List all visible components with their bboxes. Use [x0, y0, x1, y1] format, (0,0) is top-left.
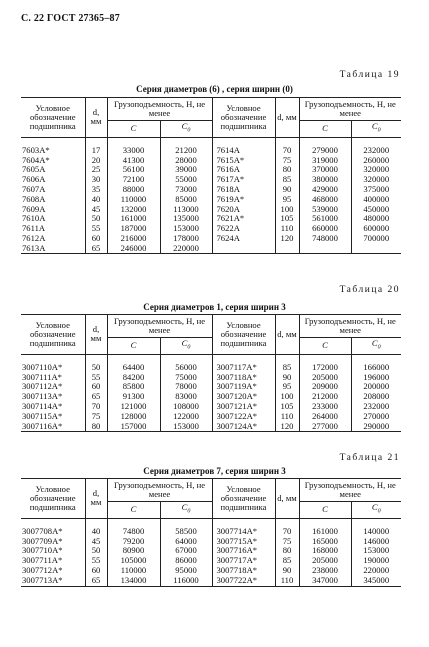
c0-cell: 135000	[160, 214, 212, 224]
designation-cell: 7615А*	[212, 156, 275, 166]
d-cell: 40	[85, 195, 107, 205]
designation-cell: 7614А	[212, 146, 275, 156]
c-cell: 205000	[299, 373, 351, 383]
designation-cell: 7610А	[22, 213, 46, 224]
c0-cell: 55000	[160, 175, 212, 185]
designation-cell: 3007709А*	[22, 535, 63, 546]
d-cell: 105	[275, 214, 299, 224]
c0-cell: 200000	[351, 382, 401, 392]
page-header: С. 22 ГОСТ 27365–87	[21, 13, 120, 24]
c-cell: 161000	[299, 527, 351, 537]
c-cell: 72100	[107, 175, 160, 185]
d-cell: 60	[85, 566, 107, 576]
designation-cell: 3007119А*	[212, 382, 275, 392]
d-cell: 80	[275, 165, 299, 175]
designation-cell: 7621А*	[212, 214, 275, 224]
table-20-body	[21, 354, 401, 432]
designation-header: Условное обозначение подшипника	[212, 479, 275, 519]
c-cell: 64400	[107, 363, 160, 373]
d-cell: 95	[275, 382, 299, 392]
c-header: C	[299, 121, 351, 138]
c-cell: 264000	[299, 412, 351, 422]
designation-header: Условное обозначение подшипника	[21, 98, 85, 138]
designation-cell: 3007115А*	[22, 410, 63, 421]
d-cell: 35	[85, 185, 107, 195]
c0-cell: 190000	[351, 556, 401, 566]
c0-cell: 450000	[351, 205, 401, 215]
c-cell: 748000	[299, 234, 351, 244]
d-header: d, мм	[85, 315, 107, 355]
c0-header: $C_0$	[160, 502, 212, 519]
d-cell: 25	[85, 165, 107, 175]
d-cell: 65	[85, 576, 107, 586]
d-cell: 50	[85, 546, 107, 556]
table-row	[21, 214, 401, 224]
d-cell: 90	[275, 373, 299, 383]
table-row	[21, 392, 401, 402]
designation-cell: 7618А	[212, 185, 275, 195]
table-row	[21, 156, 401, 166]
c0-cell: 78000	[160, 382, 212, 392]
c0-cell: 64000	[160, 537, 212, 547]
designation-cell: 7606А	[22, 174, 46, 185]
c-cell: 110000	[107, 195, 160, 205]
designation-cell: 7622А	[212, 224, 275, 234]
d-cell: 75	[275, 156, 299, 166]
c0-cell: 320000	[351, 175, 401, 185]
d-cell: 70	[275, 527, 299, 537]
c0-header: $C_0$	[351, 338, 401, 355]
table-21-body	[21, 518, 401, 586]
c0-cell: 86000	[160, 556, 212, 566]
table-row	[21, 576, 401, 586]
c-cell: 161000	[107, 214, 160, 224]
c-cell: 205000	[299, 556, 351, 566]
designation-cell: 7609А	[22, 203, 46, 214]
c0-cell: 116000	[160, 576, 212, 586]
d-header: d, мм	[275, 98, 299, 138]
designation-cell: 3007117А*	[212, 363, 275, 373]
table-19	[21, 97, 401, 254]
designation-cell: 3007114А*	[22, 400, 63, 411]
c-cell: 277000	[299, 422, 351, 432]
c-cell: 212000	[299, 392, 351, 402]
c-cell: 33000	[107, 146, 160, 156]
designation-cell: 7620А	[212, 205, 275, 215]
designation-cell: 3007110А*	[22, 361, 63, 372]
table-row	[21, 402, 401, 412]
c-cell: 279000	[299, 146, 351, 156]
c0-cell: 290000	[351, 422, 401, 432]
d-cell: 45	[85, 537, 107, 547]
d-header: d, мм	[275, 315, 299, 355]
c0-cell: 153000	[160, 224, 212, 234]
d-cell: 100	[275, 205, 299, 215]
designation-cell: 3007714А*	[212, 527, 275, 537]
c0-cell: 700000	[351, 234, 401, 244]
designation-cell: 7611А	[22, 223, 46, 234]
designation-cell: 3007718А*	[212, 566, 275, 576]
table-row	[21, 382, 401, 392]
c-cell	[299, 244, 351, 254]
d-header: d, мм	[85, 98, 107, 138]
d-cell: 80	[275, 546, 299, 556]
d-cell: 120	[275, 234, 299, 244]
c-cell: 238000	[299, 566, 351, 576]
d-cell: 100	[275, 392, 299, 402]
d-cell: 85	[275, 556, 299, 566]
d-cell: 17	[85, 146, 107, 156]
d-cell: 80	[85, 422, 107, 432]
c-header: C	[299, 502, 351, 519]
c-cell: 660000	[299, 224, 351, 234]
d-cell: 70	[85, 402, 107, 412]
c0-cell: 178000	[160, 234, 212, 244]
d-cell: 75	[275, 537, 299, 547]
d-header: d, мм	[275, 479, 299, 519]
c-cell: 128000	[107, 412, 160, 422]
d-cell: 50	[85, 214, 107, 224]
designation-cell: 3007717А*	[212, 556, 275, 566]
c0-cell: 39000	[160, 165, 212, 175]
d-cell: 85	[275, 363, 299, 373]
c0-cell: 153000	[160, 422, 212, 432]
table-row	[21, 234, 401, 244]
table-19-title: Серия диаметров (6) , серия ширин (0)	[136, 84, 293, 94]
table-row	[21, 363, 401, 373]
designation-cell: 3007712А*	[22, 564, 63, 575]
c-cell: 209000	[299, 382, 351, 392]
designation-cell: 7608А	[22, 193, 46, 204]
d-cell: 20	[85, 156, 107, 166]
d-cell: 70	[275, 146, 299, 156]
d-cell: 75	[85, 412, 107, 422]
d-cell: 50	[85, 363, 107, 373]
c-cell: 84200	[107, 373, 160, 383]
c-header: C	[299, 338, 351, 355]
c-cell: 468000	[299, 195, 351, 205]
d-cell: 65	[85, 244, 107, 254]
designation-cell: 7613А	[22, 242, 46, 253]
d-cell: 55	[85, 373, 107, 383]
c-cell: 233000	[299, 402, 351, 412]
designation-header: Условное обозначение подшипника	[212, 98, 275, 138]
designation-cell: 3007713А*	[22, 574, 63, 585]
table-row	[21, 556, 401, 566]
designation-cell: 3007112А*	[22, 381, 63, 392]
c0-cell: 28000	[160, 156, 212, 166]
d-cell: 105	[275, 402, 299, 412]
c0-cell: 480000	[351, 214, 401, 224]
c0-header: $C_0$	[351, 121, 401, 138]
c0-cell: 375000	[351, 185, 401, 195]
c-cell: 539000	[299, 205, 351, 215]
table-19-body	[21, 137, 401, 254]
c0-cell: 345000	[351, 576, 401, 586]
c-header: C	[107, 502, 160, 519]
d-cell: 55	[85, 556, 107, 566]
d-cell: 30	[85, 175, 107, 185]
c0-cell: 220000	[351, 566, 401, 576]
c-cell: 561000	[299, 214, 351, 224]
c0-cell: 153000	[351, 546, 401, 556]
designation-cell: 3007121А*	[212, 402, 275, 412]
table-19-label: Таблица 19	[339, 70, 400, 80]
c0-cell: 270000	[351, 412, 401, 422]
c0-cell: 166000	[351, 363, 401, 373]
designation-cell: 3007124А*	[212, 422, 275, 432]
designation-cell: 3007122А*	[212, 412, 275, 422]
c-header: C	[107, 338, 160, 355]
c0-cell: 260000	[351, 156, 401, 166]
designation-header: Условное обозначение подшипника	[21, 479, 85, 519]
designation-cell: 7603А*	[22, 144, 50, 155]
c-cell: 121000	[107, 402, 160, 412]
designation-cell	[212, 244, 275, 254]
designation-cell: 7605А	[22, 164, 46, 175]
c-cell: 91300	[107, 392, 160, 402]
c0-cell: 122000	[160, 412, 212, 422]
d-cell: 45	[85, 205, 107, 215]
d-cell: 85	[275, 175, 299, 185]
c0-header: $C_0$	[160, 338, 212, 355]
d-cell: 110	[275, 224, 299, 234]
designation-cell: 3007710А*	[22, 545, 63, 556]
designation-cell: 3007711А*	[22, 555, 63, 566]
designation-cell: 7624А	[212, 234, 275, 244]
c0-cell: 73000	[160, 185, 212, 195]
c0-cell: 95000	[160, 566, 212, 576]
c0-cell: 232000	[351, 402, 401, 412]
table-21	[21, 478, 401, 587]
d-cell: 95	[275, 195, 299, 205]
c-cell: 41300	[107, 156, 160, 166]
c-cell: 74800	[107, 527, 160, 537]
c0-cell: 58500	[160, 527, 212, 537]
c0-cell: 75000	[160, 373, 212, 383]
table-row	[21, 165, 401, 175]
load-header: Грузоподъемность, Н, не менее	[299, 98, 401, 121]
c0-cell: 320000	[351, 165, 401, 175]
d-cell: 60	[85, 234, 107, 244]
c-cell: 370000	[299, 165, 351, 175]
c-cell: 56100	[107, 165, 160, 175]
table-row	[21, 527, 401, 537]
table-row	[21, 175, 401, 185]
c-cell: 134000	[107, 576, 160, 586]
c0-cell: 83000	[160, 392, 212, 402]
c-cell: 110000	[107, 566, 160, 576]
d-cell: 40	[85, 527, 107, 537]
table-row	[21, 185, 401, 195]
c0-cell: 600000	[351, 224, 401, 234]
c-cell: 216000	[107, 234, 160, 244]
table-20	[21, 314, 401, 432]
c0-cell: 146000	[351, 537, 401, 547]
c-cell: 172000	[299, 363, 351, 373]
load-header: Грузоподъемность, Н, не менее	[299, 315, 401, 338]
d-cell: 110	[275, 412, 299, 422]
designation-cell: 3007116А*	[22, 420, 63, 431]
load-header: Грузоподъемность, Н, не менее	[107, 315, 212, 338]
designation-cell: 7604А*	[22, 154, 50, 165]
table-row	[21, 537, 401, 547]
table-row	[21, 224, 401, 234]
c-cell: 79200	[107, 537, 160, 547]
c-cell: 187000	[107, 224, 160, 234]
c-cell: 429000	[299, 185, 351, 195]
d-cell: 60	[85, 382, 107, 392]
d-cell: 120	[275, 422, 299, 432]
table-21-label: Таблица 21	[339, 453, 400, 463]
table-row	[21, 566, 401, 576]
c-cell: 80900	[107, 546, 160, 556]
c0-cell: 56000	[160, 363, 212, 373]
designation-cell: 3007111А*	[22, 371, 62, 382]
table-row	[21, 146, 401, 156]
d-cell	[275, 244, 299, 254]
designation-cell: 3007715А*	[212, 537, 275, 547]
designation-cell: 3007113А*	[22, 391, 63, 402]
c0-cell: 232000	[351, 146, 401, 156]
c-cell: 319000	[299, 156, 351, 166]
designation-header: Условное обозначение подшипника	[212, 315, 275, 355]
c-cell: 88000	[107, 185, 160, 195]
designation-header: Условное обозначение подшипника	[21, 315, 85, 355]
c-cell: 380000	[299, 175, 351, 185]
table-row	[21, 373, 401, 383]
c0-header: $C_0$	[160, 121, 212, 138]
c-cell: 157000	[107, 422, 160, 432]
designation-cell: 3007722А*	[212, 576, 275, 586]
c-cell: 165000	[299, 537, 351, 547]
table-row	[21, 412, 401, 422]
c0-cell: 67000	[160, 546, 212, 556]
c-cell: 132000	[107, 205, 160, 215]
c0-cell: 196000	[351, 373, 401, 383]
d-cell: 90	[275, 566, 299, 576]
c0-cell: 220000	[160, 244, 212, 254]
d-cell: 65	[85, 392, 107, 402]
designation-cell: 7619А*	[212, 195, 275, 205]
c0-cell: 108000	[160, 402, 212, 412]
c-cell: 85800	[107, 382, 160, 392]
c0-cell: 208000	[351, 392, 401, 402]
table-21-title: Серия диаметров 7, серия ширин 3	[143, 466, 286, 476]
c0-cell: 85000	[160, 195, 212, 205]
c0-cell: 140000	[351, 527, 401, 537]
c0-cell: 113000	[160, 205, 212, 215]
designation-cell: 7607А	[22, 183, 46, 194]
table-row	[21, 195, 401, 205]
c0-cell: 400000	[351, 195, 401, 205]
table-20-label: Таблица 20	[339, 285, 400, 295]
table-row	[21, 546, 401, 556]
load-header: Грузоподъемность, Н, не менее	[107, 98, 212, 121]
c0-header: $C_0$	[351, 502, 401, 519]
c-cell: 347000	[299, 576, 351, 586]
c-cell: 168000	[299, 546, 351, 556]
table-20-title: Серия диаметров 1, серия ширин 3	[143, 302, 286, 312]
table-row	[21, 422, 401, 432]
designation-cell: 7617А*	[212, 175, 275, 185]
d-header: d, мм	[85, 479, 107, 519]
d-cell: 55	[85, 224, 107, 234]
load-header: Грузоподъемность, Н, не менее	[107, 479, 212, 502]
designation-cell: 7616А	[212, 165, 275, 175]
designation-cell: 3007708А*	[22, 525, 63, 536]
c0-cell: 21200	[160, 146, 212, 156]
c0-cell	[351, 244, 401, 254]
table-row	[21, 205, 401, 215]
designation-cell: 3007716А*	[212, 546, 275, 556]
d-cell: 90	[275, 185, 299, 195]
load-header: Грузоподъемность, Н, не менее	[299, 479, 401, 502]
c-cell: 105000	[107, 556, 160, 566]
d-cell: 110	[275, 576, 299, 586]
c-cell: 246000	[107, 244, 160, 254]
table-row	[21, 244, 401, 254]
designation-cell: 3007120А*	[212, 392, 275, 402]
designation-cell: 7612А	[22, 232, 46, 243]
designation-cell: 3007118А*	[212, 373, 275, 383]
c-header: C	[107, 121, 160, 138]
